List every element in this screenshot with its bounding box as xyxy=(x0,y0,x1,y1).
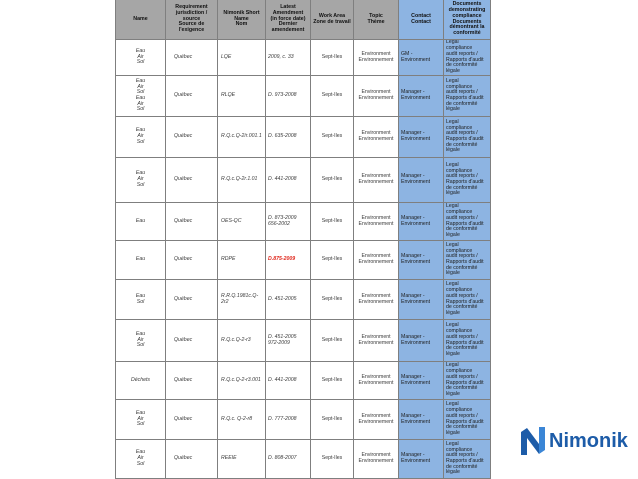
header-work-area: Work Area Zone de travail xyxy=(311,0,354,39)
table-row xyxy=(116,400,491,440)
short-name-cell: OES-QC xyxy=(218,203,266,240)
name-cell: Eau Air Sol xyxy=(116,320,166,361)
amendment-cell: D. 777-2008 xyxy=(266,400,311,439)
name-cell: Eau Air Sol xyxy=(116,440,166,478)
contact-cell: Manager - Environment xyxy=(399,203,444,240)
short-name-cell: RDPE xyxy=(218,241,266,279)
name-cell: Eau Air Sol Eau Air Sol xyxy=(116,76,166,116)
jurisdiction-cell: Québec xyxy=(166,76,218,116)
contact-cell: Manager - Environment xyxy=(399,76,444,116)
contact-cell: GM - Environment xyxy=(399,40,444,75)
short-name-cell: LQE xyxy=(218,40,266,75)
work-area-cell: Sept-Iles xyxy=(311,158,354,202)
table-row xyxy=(116,362,491,400)
contact-cell: Manager - Environment xyxy=(399,320,444,361)
jurisdiction-cell: Québec xyxy=(166,440,218,478)
amendment-cell-highlighted: D.875-2009 xyxy=(266,241,311,279)
contact-cell: Manager - Environment xyxy=(399,362,444,399)
short-name-cell: RLQE xyxy=(218,76,266,116)
topic-cell: Environment Environnement xyxy=(354,158,399,202)
topic-cell: Environment Environnement xyxy=(354,76,399,116)
header-short-name: Nimonik Short Name Nom xyxy=(218,0,266,39)
table-row xyxy=(116,76,491,117)
short-name-cell: R.Q.c. Q-2-r8 xyxy=(218,400,266,439)
documents-cell: Legal compliance audit reports / Rapports d'audit de conformité légale xyxy=(444,203,491,240)
jurisdiction-cell: Québec xyxy=(166,117,218,157)
work-area-cell: Sept-Iles xyxy=(311,40,354,75)
topic-cell: Environment Environnement xyxy=(354,40,399,75)
header-jurisdiction: Requirement jurisdiction / source Source de l'exigence xyxy=(166,0,218,39)
amendment-cell: D. 451-2005 972-2009 xyxy=(266,320,311,361)
table-header-row xyxy=(116,0,491,40)
name-cell: Eau Air Sol xyxy=(116,117,166,157)
topic-cell: Environment Environnement xyxy=(354,400,399,439)
header-topic: Topic Thème xyxy=(354,0,399,39)
work-area-cell: Sept-Iles xyxy=(311,241,354,279)
jurisdiction-cell: Québec xyxy=(166,40,218,75)
nimonik-n-icon xyxy=(521,427,545,455)
table-row xyxy=(116,280,491,320)
amendment-cell: 2009, c. 33 xyxy=(266,40,311,75)
documents-cell: Legal compliance audit reports / Rapports d'audit de conformité légale xyxy=(444,280,491,319)
compliance-table xyxy=(115,0,491,479)
table-row xyxy=(116,203,491,241)
topic-cell: Environment Environnement xyxy=(354,280,399,319)
topic-cell: Environment Environnement xyxy=(354,241,399,279)
table-row xyxy=(116,241,491,280)
table-row xyxy=(116,320,491,362)
contact-cell: Manager - Environment xyxy=(399,400,444,439)
header-name: Name xyxy=(116,0,166,39)
work-area-cell: Sept-Iles xyxy=(311,440,354,478)
work-area-cell: Sept-Iles xyxy=(311,400,354,439)
work-area-cell: Sept-Iles xyxy=(311,117,354,157)
short-name-cell: R.R.Q.1981c.Q-2r2 xyxy=(218,280,266,319)
amendment-cell: D. 441-2008 xyxy=(266,158,311,202)
topic-cell: Environment Environnement xyxy=(354,320,399,361)
contact-cell: Manager - Environment xyxy=(399,280,444,319)
jurisdiction-cell: Québec xyxy=(166,320,218,361)
short-name-cell: REEIE xyxy=(218,440,266,478)
short-name-cell: R.Q.c.Q-2/r.001.1 xyxy=(218,117,266,157)
topic-cell: Environment Environnement xyxy=(354,440,399,478)
documents-cell: Legal compliance audit reports / Rapports d'audit de conformité légale xyxy=(444,117,491,157)
work-area-cell: Sept-Iles xyxy=(311,362,354,399)
documents-cell: Legal compliance audit reports / Rapports d'audit de conformité légale xyxy=(444,400,491,439)
name-cell: Eau Air Sol xyxy=(116,40,166,75)
documents-cell: Legal compliance audit reports / Rapports d'audit de conformité légale xyxy=(444,241,491,279)
jurisdiction-cell: Québec xyxy=(166,158,218,202)
amendment-cell: D. 441-2008 xyxy=(266,362,311,399)
contact-cell: Manager - Environment xyxy=(399,241,444,279)
table-row xyxy=(116,440,491,479)
contact-cell: Manager - Environment xyxy=(399,158,444,202)
nimonik-logo xyxy=(521,426,628,456)
short-name-cell: R.Q.c.Q-2-r3.001 xyxy=(218,362,266,399)
jurisdiction-cell: Québec xyxy=(166,400,218,439)
contact-cell: Manager - Environment xyxy=(399,440,444,478)
jurisdiction-cell: Québec xyxy=(166,203,218,240)
jurisdiction-cell: Québec xyxy=(166,241,218,279)
table-row xyxy=(116,40,491,76)
amendment-cell: D. 873-2009 656-2002 xyxy=(266,203,311,240)
logo-text: Nimonik xyxy=(549,430,628,452)
name-cell: Eau xyxy=(116,203,166,240)
jurisdiction-cell: Québec xyxy=(166,280,218,319)
work-area-cell: Sept-Iles xyxy=(311,320,354,361)
short-name-cell: R.Q.c.Q-2r.1.01 xyxy=(218,158,266,202)
jurisdiction-cell: Québec xyxy=(166,362,218,399)
documents-cell: Legal compliance audit reports / Rapports d'audit de conformité légale xyxy=(444,440,491,478)
header-contact: Contact Contact xyxy=(399,0,444,39)
table-row xyxy=(116,117,491,158)
work-area-cell: Sept-Iles xyxy=(311,76,354,116)
work-area-cell: Sept-Iles xyxy=(311,280,354,319)
name-cell: Eau Air Sol xyxy=(116,400,166,439)
name-cell: Eau Sol xyxy=(116,280,166,319)
header-documents: Documents demonstrating compliance Documents démontrant la conformité xyxy=(444,0,491,39)
amendment-cell: D. 635-2008 xyxy=(266,117,311,157)
short-name-cell: R.Q.c.Q-2-r3 xyxy=(218,320,266,361)
documents-cell: Legal compliance audit reports / Rapports d'audit de conformité légale xyxy=(444,362,491,399)
name-cell: Eau Air Sol xyxy=(116,158,166,202)
name-cell: Eau xyxy=(116,241,166,279)
amendment-cell: D. 973-2008 xyxy=(266,76,311,116)
topic-cell: Environment Environnement xyxy=(354,203,399,240)
name-cell: Déchets xyxy=(116,362,166,399)
table-row xyxy=(116,158,491,203)
documents-cell: Legal compliance audit reports / Rapports d'audit de conformité légale xyxy=(444,320,491,361)
amendment-cell: D. 451-2005 xyxy=(266,280,311,319)
topic-cell: Environment Environnement xyxy=(354,362,399,399)
documents-cell: Legal compliance audit reports / Rapports d'audit de conformité légale xyxy=(444,40,491,75)
header-amendment: Latest Amendment (in force date) Dernier amendement xyxy=(266,0,311,39)
amendment-cell: D. 808-2007 xyxy=(266,440,311,478)
topic-cell: Environment Environnement xyxy=(354,117,399,157)
documents-cell: Legal compliance audit reports / Rapports d'audit de conformité légale xyxy=(444,158,491,202)
contact-cell: Manager - Environment xyxy=(399,117,444,157)
work-area-cell: Sept-Iles xyxy=(311,203,354,240)
documents-cell: Legal compliance audit reports / Rapports d'audit de conformité légale xyxy=(444,76,491,116)
